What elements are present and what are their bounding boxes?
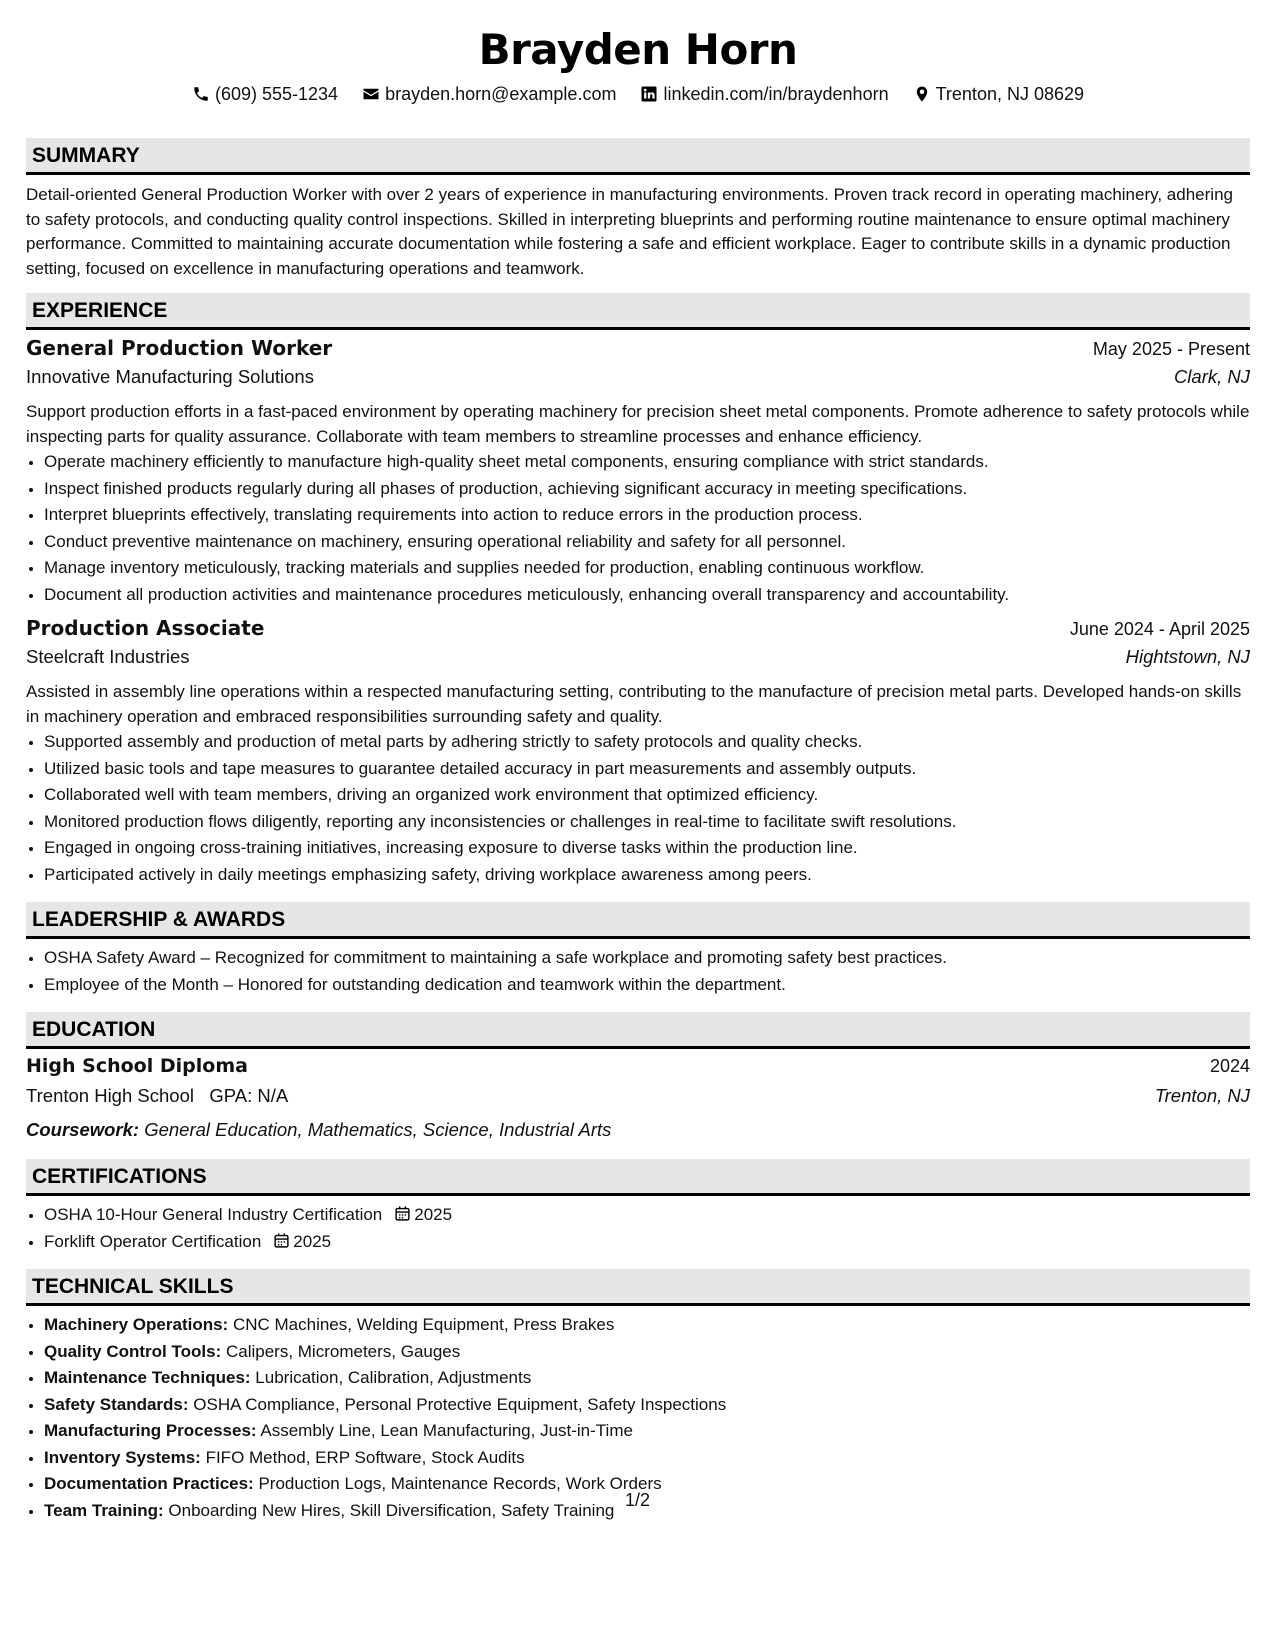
skills-heading: TECHNICAL SKILLS	[26, 1269, 1250, 1306]
skill-label: Team Training:	[44, 1500, 164, 1520]
list-item: • OSHA Safety Award – Recognized for commitment to maintaining a safe workplace and promoting safety best practices.	[44, 945, 1250, 972]
skill-value: Lubrication, Calibration, Adjustments	[255, 1368, 532, 1387]
list-item	[44, 1418, 1250, 1445]
contact-email[interactable]: brayden.horn@example.com	[362, 84, 616, 105]
job-2	[26, 616, 1250, 888]
job-dates: June 2024 - April 2025	[1069, 619, 1250, 639]
contact-location: Trenton, NJ 08629	[913, 84, 1084, 105]
contact-phone: (609) 555-1234	[192, 84, 338, 105]
skill-label: Machinery Operations:	[44, 1315, 229, 1334]
certification-year: 2025	[414, 1205, 453, 1224]
page-number: 1/2	[624, 1490, 651, 1510]
certifications-list	[26, 1202, 1250, 1255]
calendar-icon	[261, 1232, 293, 1251]
skill-value: Calipers, Micrometers, Gauges	[225, 1341, 461, 1361]
list-item	[44, 1365, 1250, 1392]
list-item: • Monitored production flows diligently, reporting any inconsistencies or challenges in real-time to facilitate swift resolutions.	[44, 809, 1250, 836]
education-year: 2024	[1209, 1056, 1250, 1076]
skill-value: OSHA Compliance, Personal Protective Equipment, Safety Inspections	[193, 1394, 727, 1414]
job-bullets	[26, 449, 1250, 608]
list-item	[44, 1312, 1250, 1339]
list-item: • Manage inventory meticulously, tracking materials and supplies needed for production, enabling continuous workflow.	[44, 555, 1250, 582]
job-location: Clark, NJ	[1173, 366, 1250, 387]
candidate-name: Brayden Horn	[478, 25, 798, 74]
list-item: • Inspect finished products regularly during all phases of production, achieving significant accuracy in meeting specifications.	[44, 476, 1250, 503]
certifications-heading: CERTIFICATIONS	[26, 1159, 1250, 1196]
resume-page	[26, 0, 1250, 1524]
job-description: Support production efforts in a fast-paced environment by operating machinery for precision sheet metal components. Promote adherence to safety protocols while inspecting parts for quality assurance. Collaborate with team members to streamline processes and enhance efficiency.	[26, 402, 1250, 446]
education-entry	[26, 1055, 1250, 1145]
list-item: • Document all production activities and maintenance procedures meticulously, enhancing overall transparency and accountability.	[44, 582, 1250, 609]
contact-linkedin[interactable]: linkedin.com/in/braydenhorn	[640, 84, 888, 105]
job-company: Steelcraft Industries	[26, 646, 190, 667]
education-location: Trenton, NJ	[1154, 1085, 1250, 1106]
list-item: • Supported assembly and production of metal parts by adhering strictly to safety protocols and quality checks.	[44, 729, 1250, 756]
list-item: • Participated actively in daily meetings emphasizing safety, driving workplace awareness among peers.	[44, 862, 1250, 889]
awards-list	[26, 945, 1250, 998]
job-company: Innovative Manufacturing Solutions	[26, 366, 314, 387]
skill-value: CNC Machines, Welding Equipment, Press Brakes	[232, 1315, 615, 1334]
experience-heading: EXPERIENCE	[26, 293, 1250, 330]
education-heading: EDUCATION	[26, 1012, 1250, 1049]
list-item	[44, 1229, 1250, 1256]
list-item	[44, 1202, 1250, 1229]
skill-label: Manufacturing Processes:	[44, 1421, 257, 1440]
coursework	[26, 1115, 1250, 1145]
skill-value: Production Logs, Maintenance Records, Work Orders	[258, 1474, 662, 1493]
map-pin-icon	[913, 85, 931, 103]
skill-value: Onboarding New Hires, Skill Diversification, Safety Training	[168, 1500, 615, 1520]
list-item: • Employee of the Month – Honored for outstanding dedication and teamwork within the department.	[44, 972, 1250, 999]
awards-heading: LEADERSHIP & AWARDS	[26, 902, 1250, 939]
envelope-icon	[362, 85, 380, 103]
list-item: • Operate machinery efficiently to manufacture high-quality sheet metal components, ensuring compliance with strict standards.	[44, 449, 1250, 476]
calendar-icon	[382, 1205, 414, 1224]
list-item: • Engaged in ongoing cross-training initiatives, increasing exposure to diverse tasks within the production line.	[44, 835, 1250, 862]
list-item	[44, 1392, 1250, 1419]
certification-name: OSHA 10-Hour General Industry Certification	[44, 1205, 383, 1224]
skill-label: Safety Standards:	[44, 1394, 189, 1414]
job-description: Assisted in assembly line operations within a respected manufacturing setting, contributing to the manufacture of precision metal parts. Developed hands-on skills in machinery operation and embraced responsibilities surrounding safety and quality.	[26, 682, 1242, 726]
job-location: Hightstown, NJ	[1125, 646, 1250, 667]
linkedin-icon	[640, 85, 658, 103]
job-title: General Production Worker	[26, 336, 333, 360]
certification-name: Forklift Operator Certification	[44, 1231, 262, 1251]
job-1	[26, 336, 1250, 608]
skill-value: FIFO Method, ERP Software, Stock Audits	[205, 1447, 525, 1467]
job-title: Production Associate	[26, 616, 265, 640]
phone-icon	[192, 85, 210, 103]
job-bullets	[26, 729, 1250, 888]
skill-label: Documentation Practices:	[44, 1474, 254, 1493]
skill-label: Inventory Systems:	[44, 1447, 201, 1467]
job-dates: May 2025 - Present	[1092, 339, 1250, 359]
contact-bar	[26, 80, 1250, 108]
list-item: • Conduct preventive maintenance on machinery, ensuring operational reliability and safety for all personnel.	[44, 529, 1250, 556]
summary-text: Detail-oriented General Production Worker with over 2 years of experience in manufacturing environments. Proven track record in operating machinery, adhering to safety protocols, and conducting quality control inspections. Skilled in interpreting blueprints and performing routine maintenance to ensure optimal machinery performance. Committed to maintaining accurate documentation while fostering a safe and efficient workplace. Eager to contribute skills in a dynamic production setting, focused on excellence in manufacturing operations and teamwork.	[26, 185, 1233, 278]
skill-label: Quality Control Tools:	[44, 1341, 222, 1361]
skill-value: Assembly Line, Lean Manufacturing, Just-in-Time	[260, 1421, 633, 1440]
summary-heading: SUMMARY	[26, 138, 1250, 175]
list-item: • Interpret blueprints effectively, translating requirements into action to reduce errors in the production process.	[44, 502, 1250, 529]
list-item: • Collaborated well with team members, driving an organized work environment that optimized efficiency.	[44, 782, 1250, 809]
coursework-label: Coursework:	[26, 1119, 140, 1140]
list-item	[44, 1339, 1250, 1366]
list-item: • Utilized basic tools and tape measures to guarantee detailed accuracy in part measurements and assembly outputs.	[44, 756, 1250, 783]
degree: High School Diploma	[26, 1055, 248, 1077]
coursework-list: General Education, Mathematics, Science, Industrial Arts	[144, 1119, 612, 1140]
school-name: Trenton High School	[26, 1085, 194, 1106]
certification-year: 2025	[293, 1231, 332, 1251]
gpa: GPA: N/A	[209, 1085, 289, 1106]
list-item	[44, 1445, 1250, 1472]
skill-label: Maintenance Techniques:	[44, 1368, 251, 1387]
